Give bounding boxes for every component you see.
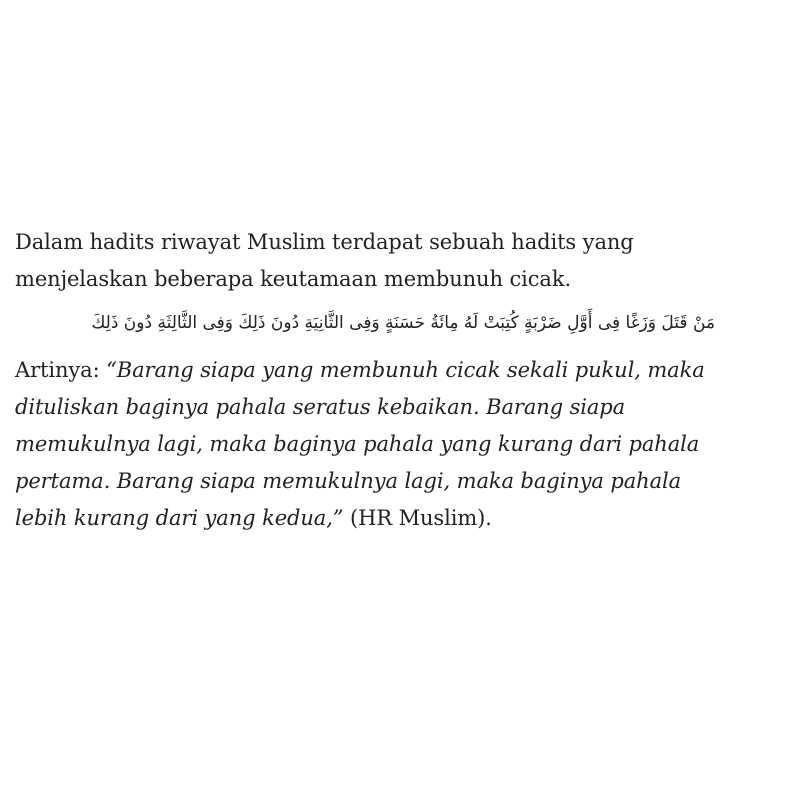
translation-quote: “Barang siapa yang membunuh cicak sekali pukul, maka dituliskan baginya pahala seratus kebaikan. Barang siapa memukulnya lagi, maka baginya pahala yang kurang dari pahala pertama. Barang siapa memukulnya lagi, maka baginya pahala lebih kurang dari yang kedua,” — [15, 358, 705, 530]
translation-paragraph — [15, 352, 775, 537]
article-body — [15, 224, 775, 537]
intro-paragraph: Dalam hadits riwayat Muslim terdapat sebuah hadits yang menjelaskan beberapa keutamaan membunuh cicak. — [15, 230, 634, 291]
hadith-source: (HR Muslim). — [343, 506, 492, 530]
arabic-hadith-text: مَنْ قَتَلَ وَزَغًا فِى أَوَّلِ ضَرْبَةٍ كُتِبَتْ لَهُ مِائَةُ حَسَنَةٍ وَفِى الثَّانِيَةِ دُونَ ذَلِكَ وَفِى الثَّالِثَةِ دُونَ ذَلِكَ — [91, 313, 715, 333]
translation-label: Artinya: — [15, 358, 107, 382]
